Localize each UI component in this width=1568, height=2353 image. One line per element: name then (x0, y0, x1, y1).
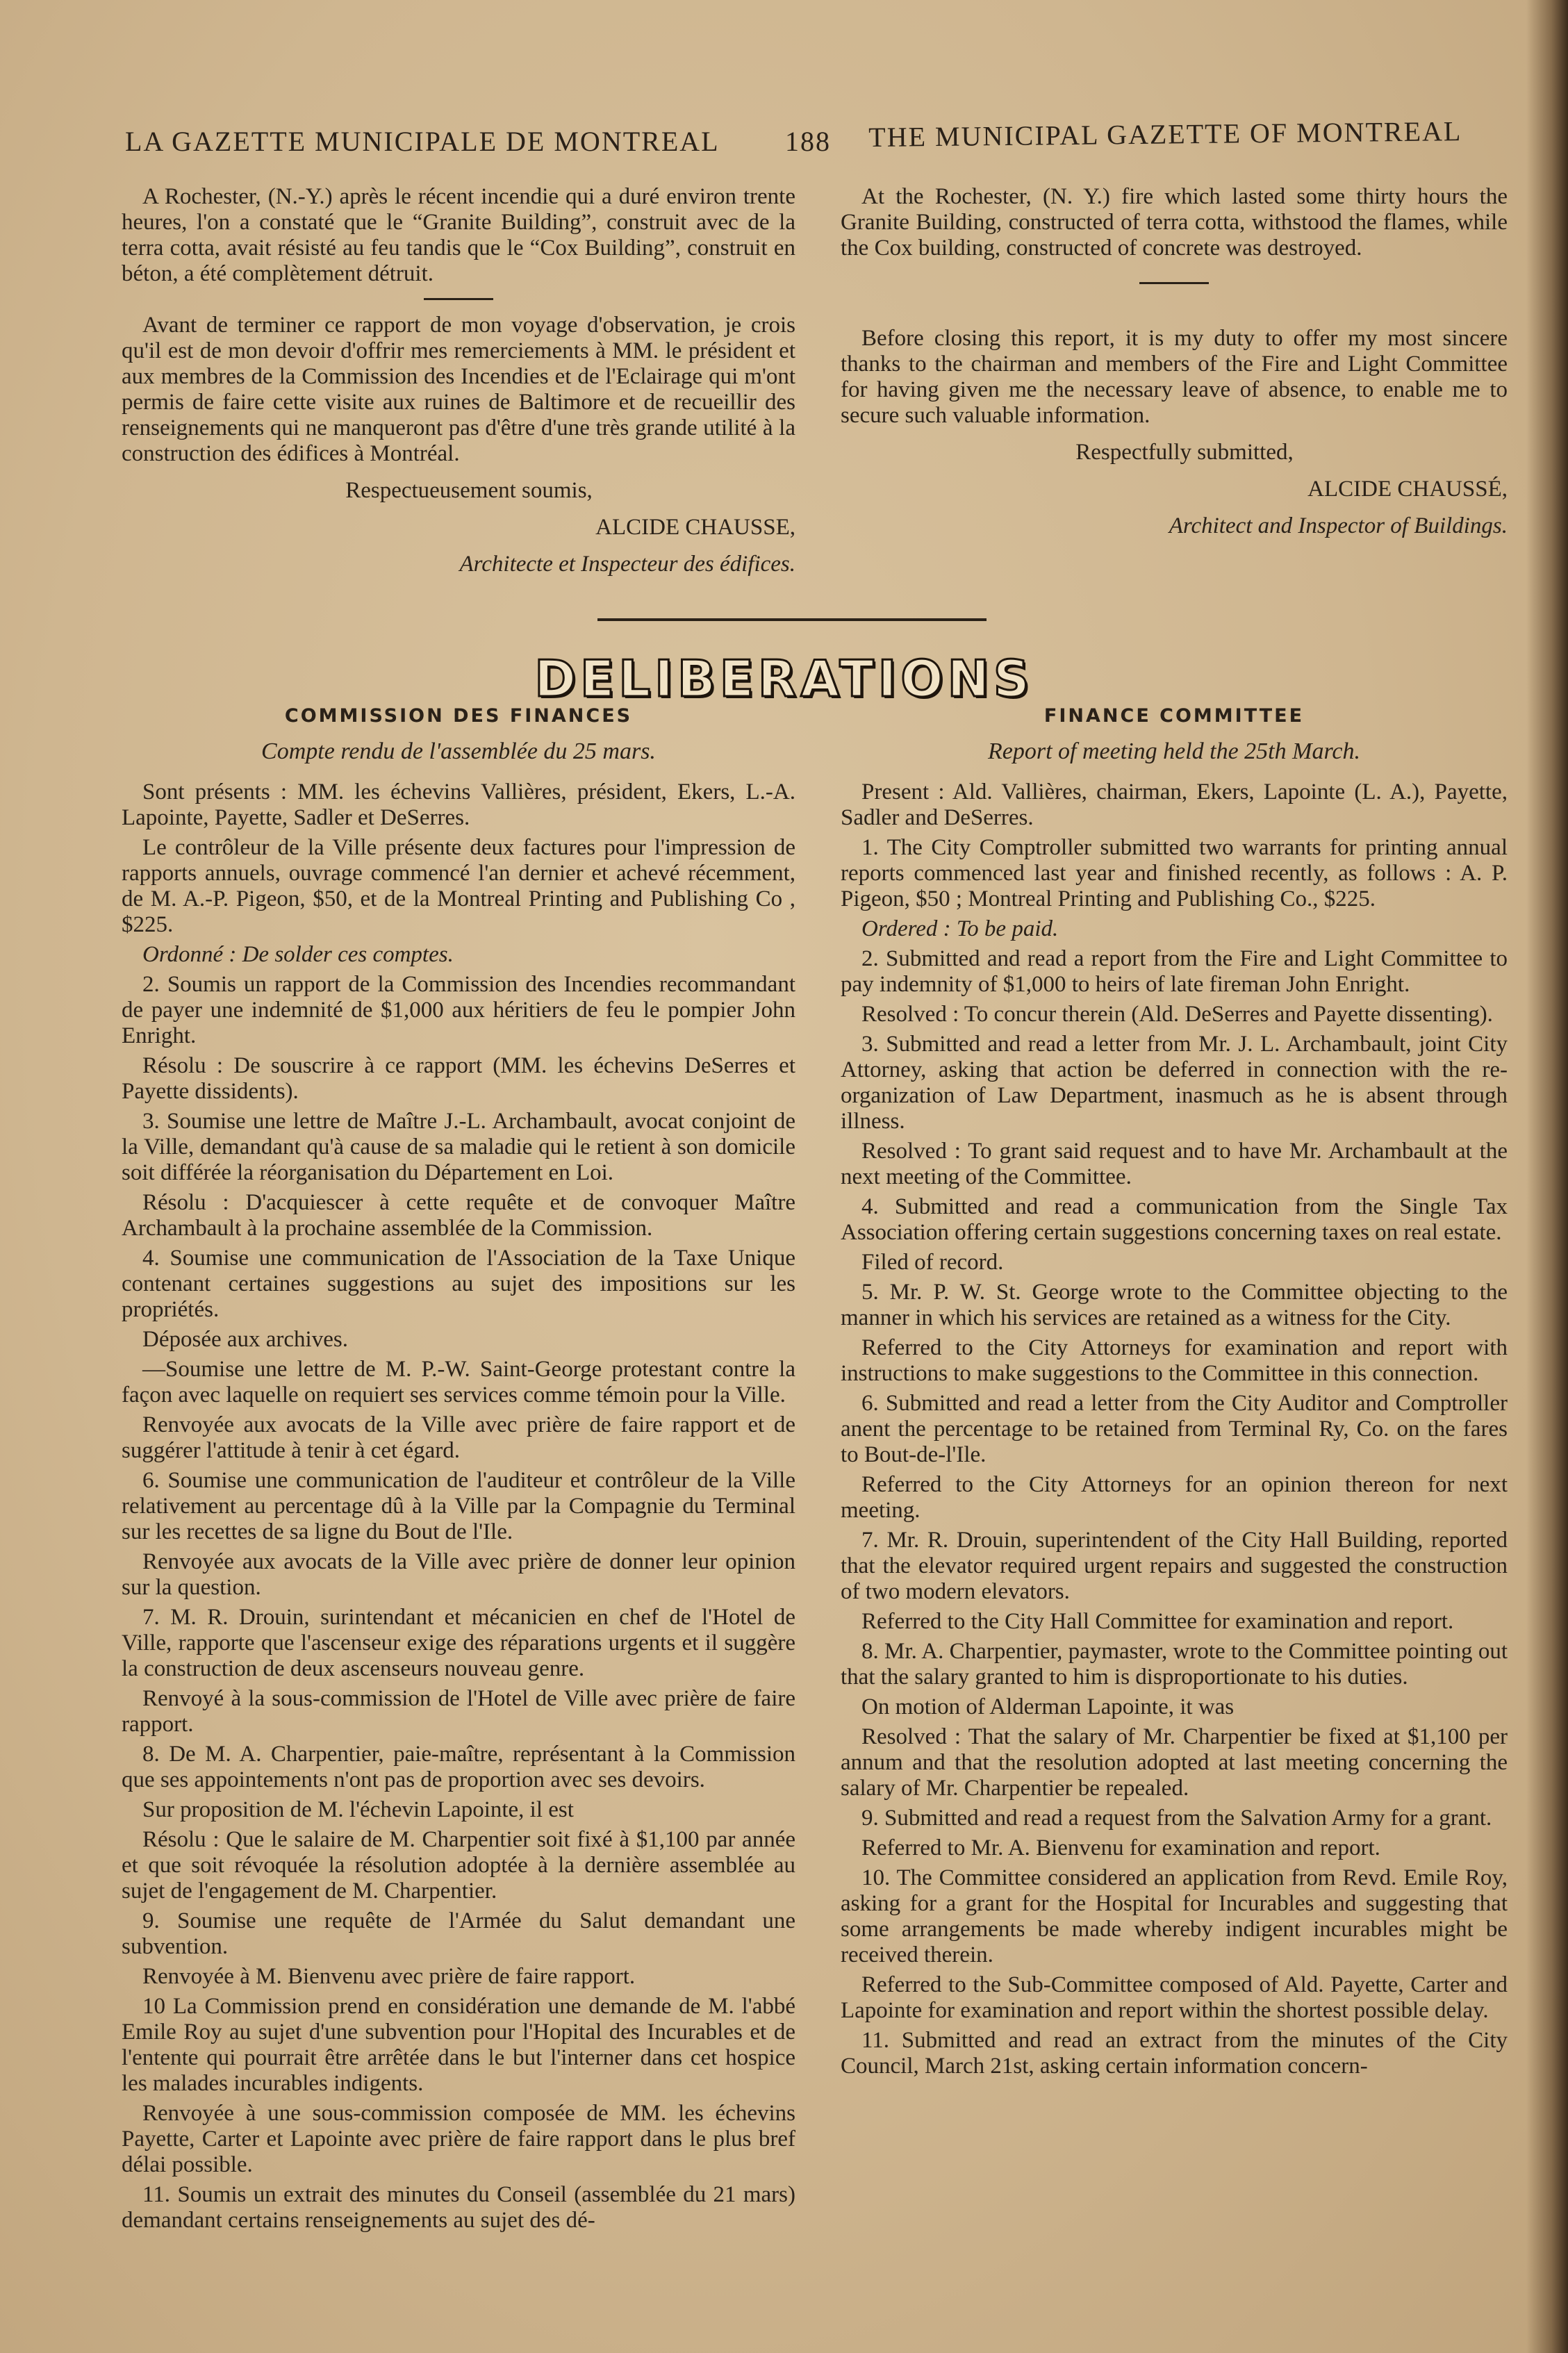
report-fr-signature-title: Architecte et Inspecteur des édifices. (459, 552, 795, 577)
report-en-paragraph: At the Rochester, (N. Y.) fire which lasted some thirty hours the Granite Building, constructed of terra cotta, withstood the flames, while the Cox building, constructed of concrete was destroyed. (841, 184, 1508, 261)
french-paragraph: Renvoyée à une sous-commission composée de MM. les échevins Payette, Carter et Lapointe avec prière de faire rapport dans le plus bref délai possible. (122, 2101, 795, 2177)
english-paragraph: Referred to the Sub-Committee composed of Ald. Payette, Carter and Lapointe for examination and report within the shortest possible delay. (841, 1972, 1508, 2023)
french-paragraph: 4. Soumise une communication de l'Association de la Taxe Unique contenant certaines suggestions au sujet des impositions sur les propriétés. (122, 1246, 795, 1322)
english-paragraph: 6. Submitted and read a letter from the City Auditor and Comptroller anent the percentage to be retained from Terminal Ry, Co. on the fares to Bout-de-l'Ile. (841, 1391, 1508, 1467)
english-paragraph: 10. The Committee considered an application from Revd. Emile Roy, asking for a grant for the Hospital for Incurables and suggesting that some arrangements be made whereby indigent incurables might be received therein. (841, 1865, 1508, 1967)
french-paragraph: Renvoyée aux avocats de la Ville avec prière de donner leur opinion sur la question. (122, 1549, 795, 1600)
english-paragraph: 2. Submitted and read a report from the Fire and Light Committee to pay indemnity of $1,000 to heirs of late fireman John Enright. (841, 946, 1508, 997)
english-paragraph: 9. Submitted and read a request from the Salvation Army for a grant. (861, 1806, 1492, 1831)
english-paragraph: Present : Ald. Vallières, chairman, Ekers, Lapointe (L. A.), Payette, Sadler and DeSerres. (841, 779, 1508, 830)
french-paragraph: 7. M. R. Drouin, surintendant et mécanicien en chef de l'Hotel de Ville, rapporte que l'ascenseur exige des réparations urgents et il suggère la construction de deux ascenseurs nouveau genre. (122, 1605, 795, 1681)
french-paragraph: Sont présents : MM. les échevins Vallières, président, Ekers, L.-A. Lapointe, Payette, Sadler et DeSerres. (122, 779, 795, 830)
header-french-title: LA GAZETTE MUNICIPALE DE MONTREAL (125, 126, 720, 157)
english-paragraph: Resolved : To grant said request and to have Mr. Archambault at the next meeting of the Committee. (841, 1139, 1508, 1189)
english-paragraph: 8. Mr. A. Charpentier, paymaster, wrote to the Committee pointing out that the salary granted to him is disproportionate to his duties. (841, 1639, 1508, 1690)
french-paragraph: Ordonné : De solder ces comptes. (142, 942, 454, 967)
report-en-paragraph: Before closing this report, it is my duty to offer my most sincere thanks to the chairman and members of the Fire and Light Committee for having given me the necessary leave of absence, to enable me to secure such valuable information. (841, 326, 1508, 428)
french-paragraph: Renvoyée aux avocats de la Ville avec prière de faire rapport et de suggérer l'attitude à tenir à cet égard. (122, 1412, 795, 1463)
french-paragraph: Résolu : De souscrire à ce rapport (MM. les échevins DeSerres et Payette dissidents). (122, 1053, 795, 1104)
french-paragraph: Déposée aux archives. (142, 1327, 348, 1352)
report-french-column (122, 184, 795, 588)
english-section-subheading: Report of meeting held the 25th March. (987, 738, 1360, 764)
english-paragraph: Referred to the City Attorneys for an opinion thereon for next meeting. (841, 1472, 1508, 1523)
report-en-closing: Respectfully submitted, (1075, 440, 1294, 465)
english-paragraph: 3. Submitted and read a letter from Mr. J. L. Archambault, joint City Attorney, asking that action be deferred in connection with the re-organization of Law Department, inasmuch as he is absent through illness. (841, 1032, 1508, 1134)
report-en-signature-title: Architect and Inspector of Buildings. (1169, 513, 1508, 538)
section-divider-rule (597, 618, 987, 621)
english-paragraph: Resolved : To concur therein (Ald. DeSerres and Payette dissenting). (861, 1002, 1493, 1027)
french-paragraph: Renvoyé à la sous-commission de l'Hotel de Ville avec prière de faire rapport. (122, 1686, 795, 1737)
french-paragraph: Résolu : D'acquiescer à cette requête et de convoquer Maître Archambault à la prochaine assemblée de la Commission. (122, 1190, 795, 1241)
english-paragraph: Referred to Mr. A. Bienvenu for examination and report. (861, 1835, 1380, 1860)
english-paragraph: On motion of Alderman Lapointe, it was (861, 1694, 1235, 1719)
report-en-signature-name: ALCIDE CHAUSSÉ, (1307, 477, 1508, 502)
french-paragraph: Le contrôleur de la Ville présente deux factures pour l'impression de rapports annuels, ouvrage commencé l'an dernier et achevé récemment, de M. A.-P. Pigeon, $50, et de la Montreal Printing and Publishing Co , $225. (122, 835, 795, 937)
french-paragraph: Résolu : Que le salaire de M. Charpentier soit fixé à $1,100 par année et que soit révoquée la résolution adoptée à la dernière assemblée au sujet de l'engagement de M. Charpentier. (122, 1827, 795, 1904)
deliberations-title: DELIBERATIONS (534, 650, 1034, 708)
english-paragraph: 4. Submitted and read a communication from the Single Tax Association offering certain suggestions concerning taxes on real estate. (841, 1194, 1508, 1245)
french-paragraph: 3. Soumise une lettre de Maître J.-L. Archambault, avocat conjoint de la Ville, demandant qu'à cause de sa maladie qui le retient à son domicile soit différée la réorganisation du Département en Loi. (122, 1109, 795, 1185)
commission-finances-column (122, 703, 795, 2238)
english-paragraph: 11. Submitted and read an extract from the minutes of the City Council, March 21st, asking certain information concern- (841, 2028, 1508, 2079)
english-paragraph: Referred to the City Attorneys for examination and report with instructions to make suggestions to the Committee in this connection. (841, 1335, 1508, 1386)
english-paragraph: 1. The City Comptroller submitted two warrants for printing annual reports commenced last year and finished recently, as follows : A. P. Pigeon, $50 ; Montreal Printing and Publishing Co., $225. (841, 835, 1508, 911)
header-english-title: THE MUNICIPAL GAZETTE OF MONTREAL (868, 115, 1462, 153)
report-fr-signature-name: ALCIDE CHAUSSE, (595, 515, 795, 540)
english-paragraph: Referred to the City Hall Committee for examination and report. (861, 1609, 1454, 1634)
french-section-subheading: Compte rendu de l'assemblée du 25 mars. (261, 738, 656, 764)
english-paragraph: Ordered : To be paid. (861, 916, 1059, 941)
french-paragraph: 11. Soumis un extrait des minutes du Conseil (assemblée du 21 mars) demandant certains renseignements au sujet des dé- (122, 2182, 795, 2233)
french-paragraph: Sur proposition de M. l'échevin Lapointe, il est (142, 1797, 574, 1822)
report-english-column (841, 184, 1508, 550)
english-section-heading: FINANCE COMMITTEE (1043, 705, 1305, 727)
short-rule (424, 298, 493, 300)
french-paragraph: Renvoyée à M. Bienvenu avec prière de faire rapport. (142, 1964, 636, 1989)
french-section-heading: COMMISSION DES FINANCES (284, 705, 633, 727)
french-paragraph: —Soumise une lettre de M. P.-W. Saint-George protestant contre la façon avec laquelle on requiert ses services comme témoin pour la Ville. (122, 1357, 795, 1407)
english-paragraph: 5. Mr. P. W. St. George wrote to the Committee objecting to the manner in which his services are retained as a witness for the City. (841, 1280, 1508, 1330)
french-paragraph: 8. De M. A. Charpentier, paie-maître, représentant à la Commission que ses appointements n'ont pas de proportion avec ses devoirs. (122, 1742, 795, 1792)
finance-committee-column (841, 703, 1508, 2083)
page-spine-shadow (1526, 0, 1568, 2353)
short-rule (1139, 282, 1209, 284)
french-paragraph: 2. Soumis un rapport de la Commission des Incendies recommandant de payer une indemnité de $1,000 aux héritiers de feu le pompier John Enright. (122, 972, 795, 1048)
report-fr-paragraph: Avant de terminer ce rapport de mon voyage d'observation, je crois qu'il est de mon devoir d'offrir mes remerciements à MM. le président et aux membres de la Commission des Incendies et de l'Eclairage qui m'ont permis de faire cette visite aux ruines de Baltimore et de recueillir des renseignements qui ne manqueront pas d'être d'une très grande utilité à la construction des édifices à Montréal. (122, 313, 795, 466)
english-paragraph: 7. Mr. R. Drouin, superintendent of the City Hall Building, reported that the elevator required urgent repairs and suggested the construction of two modern elevators. (841, 1528, 1508, 1604)
page-header (125, 115, 1487, 167)
english-paragraph: Resolved : That the salary of Mr. Charpentier be fixed at $1,100 per annum and that the resolution adopted at last meeting concerning the salary of Mr. Charpentier be repealed. (841, 1724, 1508, 1801)
report-fr-closing: Respectueusement soumis, (345, 478, 593, 503)
report-fr-paragraph: A Rochester, (N.-Y.) après le récent incendie qui a duré environ trente heures, l'on a constaté que le “Granite Building”, construit avec de la terra cotta, avait résisté au feu tandis que le “Cox Building”, construit en béton, a été complètement détruit. (122, 184, 795, 286)
page-number: 188 (785, 126, 831, 157)
english-paragraph: Filed of record. (861, 1250, 1004, 1275)
french-paragraph: 10 La Commission prend en considération une demande de M. l'abbé Emile Roy au sujet d'une subvention pour l'Hopital des Incurables et de l'entente qui pourrait être arrêtée dans le but l'interner dans cet hospice les malades incurables indigents. (122, 1994, 795, 2096)
french-paragraph: 9. Soumise une requête de l'Armée du Salut demandant une subvention. (122, 1908, 795, 1959)
french-paragraph: 6. Soumise une communication de l'auditeur et contrôleur de la Ville relativement au percentage dû à la Ville par la Compagnie du Terminal sur les recettes de sa ligne du Bout de l'Ile. (122, 1468, 795, 1544)
